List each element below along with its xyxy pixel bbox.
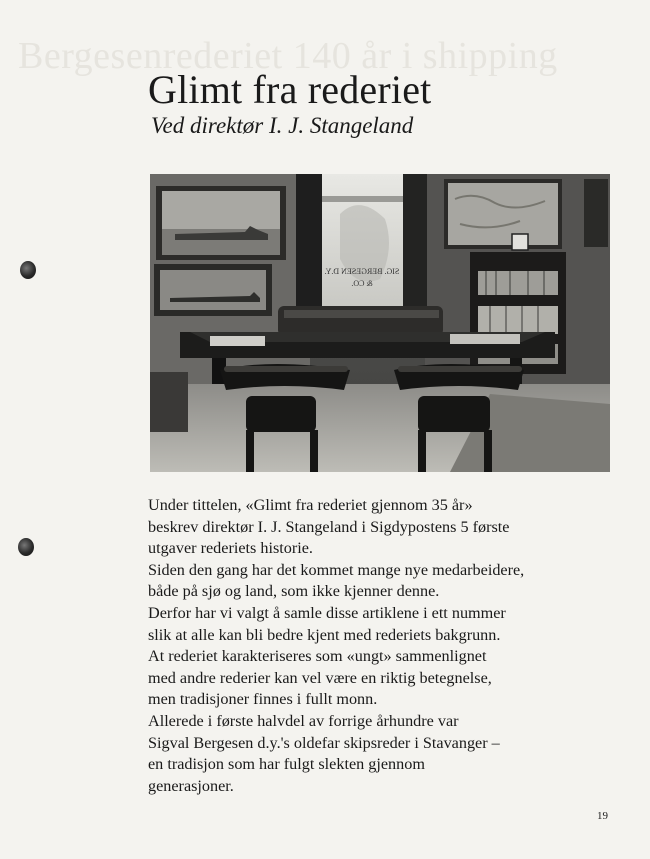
text-line: men tradisjoner finnes i fullt monn. bbox=[148, 690, 378, 709]
text-line: utgaver rederiets historie. bbox=[148, 539, 313, 558]
faded-heading: Bergesenrederiet 140 år i shipping bbox=[18, 35, 558, 77]
text-line: en tradisjon som har fulgt slekten gjennom bbox=[148, 755, 425, 774]
page-number: 19 bbox=[597, 810, 608, 822]
text-line: både på sjø og land, som ikke kjenner denne. bbox=[148, 582, 440, 601]
text-line: Allerede i første halvdel av forrige århundre var bbox=[148, 711, 459, 730]
office-photo bbox=[150, 174, 610, 472]
text-line: generasjoner. bbox=[148, 776, 234, 795]
page-title: Glimt fra rederiet bbox=[148, 67, 432, 112]
text-line: beskrev direktør I. J. Stangeland i Sigdypostens 5 første bbox=[148, 517, 510, 536]
text-line: slik at alle kan bli bedre kjent med rederiets bakgrunn. bbox=[148, 625, 501, 644]
text-line: At rederiet karakteriseres som «ungt» sammenlignet bbox=[148, 647, 487, 666]
text-line: med andre rederier kan vel være en riktig betegnelse, bbox=[148, 668, 492, 687]
text-line: Derfor har vi valgt å samle disse artiklene i ett nummer bbox=[148, 603, 506, 622]
article-body bbox=[148, 495, 603, 797]
byline: Ved direktør I. J. Stangeland bbox=[151, 113, 414, 138]
text-line: Under tittelen, «Glimt fra rederiet gjennom 35 år» bbox=[148, 496, 473, 514]
window-lettering: SIG. BERGESEN D.Y. bbox=[324, 267, 400, 276]
binder-hole-icon bbox=[20, 261, 36, 279]
binder-hole-icon bbox=[18, 538, 34, 556]
text-line: Sigval Bergesen d.y.'s oldefar skipsreder i Stavanger – bbox=[148, 733, 500, 752]
window-lettering: & CO. bbox=[351, 279, 373, 288]
text-line: Siden den gang har det kommet mange nye medarbeidere, bbox=[148, 560, 525, 579]
